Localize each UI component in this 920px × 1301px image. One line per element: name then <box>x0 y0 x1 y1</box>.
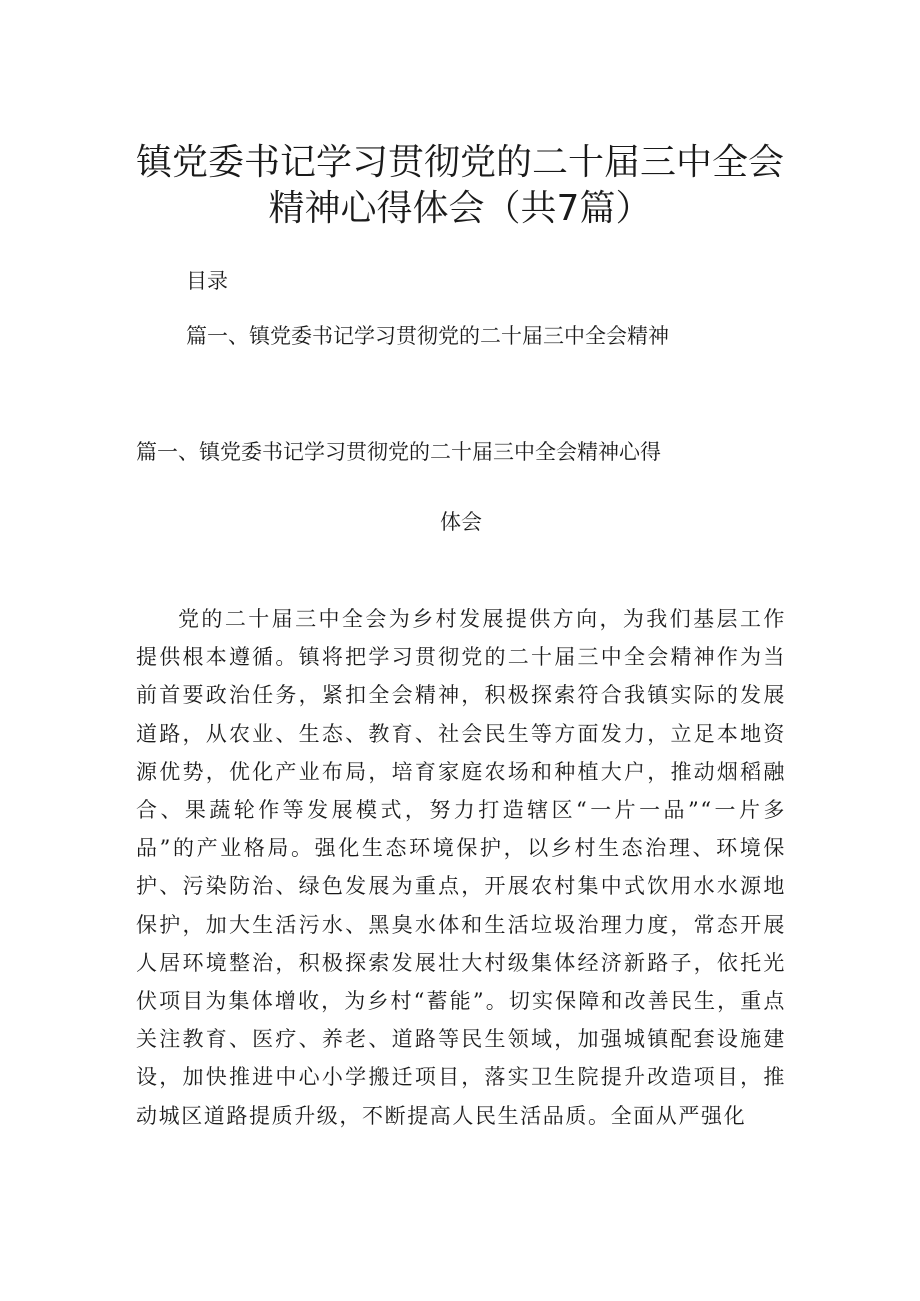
toc-entry-1[interactable]: 篇一、镇党委书记学习贯彻党的二十届三中全会精神 <box>186 324 669 348</box>
section-heading <box>136 436 786 534</box>
section-heading-line-2: 体会 <box>440 510 482 534</box>
body-paragraph: 党的二十届三中全会为乡村发展提供方向，为我们基层工作提供根本遵循。镇将把学习贯彻党的二十届三中全会精神作为当前首要政治任务，紧扣全会精神，积极探索符合我镇实际的发展道路，从农业、生态、教育、社会民生等方面发力，立足本地资源优势，优化产业布局，培育家庭农场和种植大户，推动烟稻融合、果蔬轮作等发展模式，努力打造辖区“一片一品”“一片多品”的产业格局。强化生态环境保护，以乡村生态治理、环境保护、污染防治、绿色发展为重点，开展农村集中式饮用水水源地保护，加大生活污水、黑臭水体和生活垃圾治理力度，常态开展人居环境整治，积极探索发展壮大村级集体经济新路子，依托光伏项目为集体增收，为乡村“蓄能”。切实保障和改善民生，重点关注教育、医疗、养老、道路等民生领域，加强城镇配套设施建设，加快推进中心小学搬迁项目，落实卫生院提升改造项目，推动城区道路提质升级，不断提高人民生活品质。全面从严强化 <box>136 607 786 1128</box>
document-title <box>0 140 920 232</box>
document-title-line-1: 镇党委书记学习贯彻党的二十届三中全会 <box>135 142 784 183</box>
document-title-line-2: 精神心得体会（共7篇） <box>268 188 652 229</box>
section-heading-line-1: 篇一、镇党委书记学习贯彻党的二十届三中全会精神心得 <box>136 440 661 464</box>
toc-label: 目录 <box>186 269 228 293</box>
